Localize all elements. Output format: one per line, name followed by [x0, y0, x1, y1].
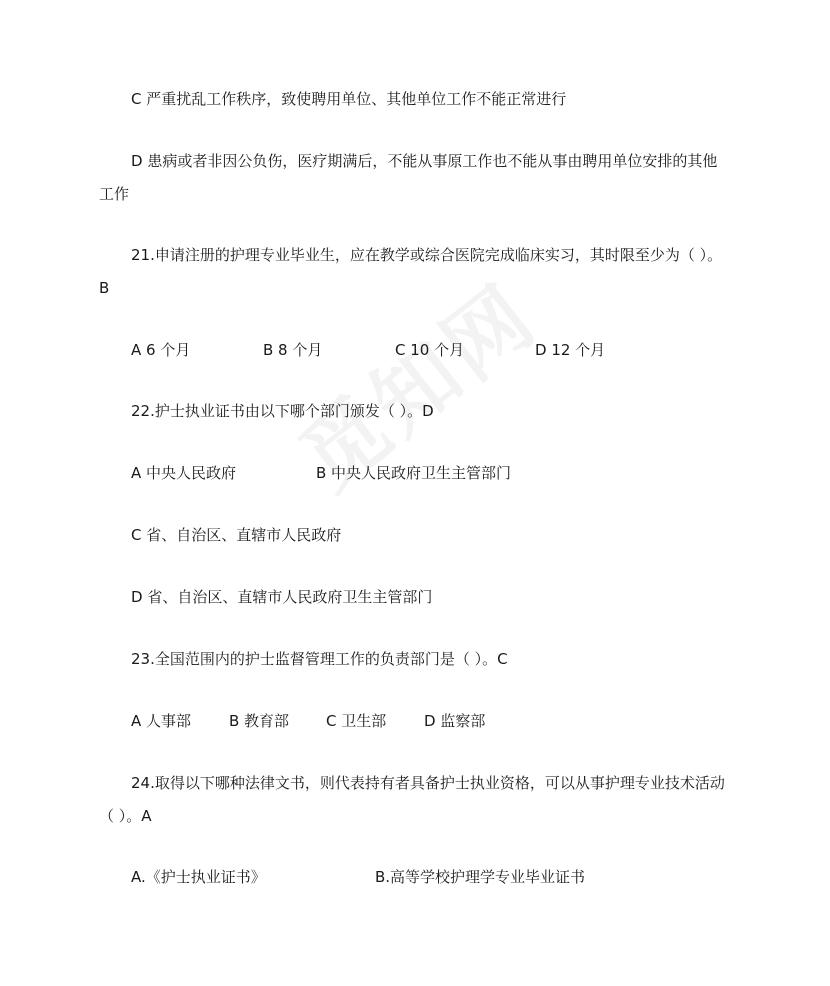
question-24-option-b: B.高等学校护理学专业毕业证书	[375, 868, 586, 886]
question-23-option-d: D 监察部	[424, 712, 486, 730]
question-21-line1: 21.申请注册的护理专业毕业生，应在教学或综合医院完成临床实习，其时限至少为（ ）。	[131, 246, 723, 264]
question-21-answer: B	[99, 279, 110, 297]
question-24-option-a: A.《护士执业证书》	[131, 868, 266, 886]
question-24-answer: （ ）。A	[99, 807, 152, 825]
question-21-option-c: C 10 个月	[395, 341, 465, 359]
question-21-option-a: A 6 个月	[131, 341, 191, 359]
question-21-option-b: B 8 个月	[263, 341, 323, 359]
question-23: 23.全国范围内的护士监督管理工作的负责部门是（ ）。C	[131, 650, 508, 668]
question-23-option-c: C 卫生部	[326, 712, 387, 730]
question-22-option-c: C 省、自治区、直辖市人民政府	[131, 526, 342, 544]
question-22-option-a: A 中央人民政府	[131, 464, 237, 482]
option-d-text-line1: D 患病或者非因公负伤，医疗期满后，不能从事原工作也不能从事由聘用单位安排的其他	[131, 152, 718, 170]
question-22-option-b: B 中央人民政府卫生主管部门	[316, 464, 512, 482]
watermark	[251, 231, 579, 549]
question-21-option-d: D 12 个月	[535, 341, 606, 359]
question-23-option-a: A 人事部	[131, 712, 192, 730]
question-23-option-b: B 教育部	[229, 712, 290, 730]
question-22: 22.护士执业证书由以下哪个部门颁发（ ）。D	[131, 402, 434, 420]
question-22-option-d: D 省、自治区、直辖市人民政府卫生主管部门	[131, 588, 433, 606]
option-d-text-line2: 工作	[99, 185, 130, 203]
question-24-line1: 24.取得以下哪种法律文书，则代表持有者具备护士执业资格，可以从事护理专业技术活动	[131, 774, 725, 792]
option-c-text: C 严重扰乱工作秩序，致使聘用单位、其他单位工作不能正常进行	[131, 90, 567, 108]
